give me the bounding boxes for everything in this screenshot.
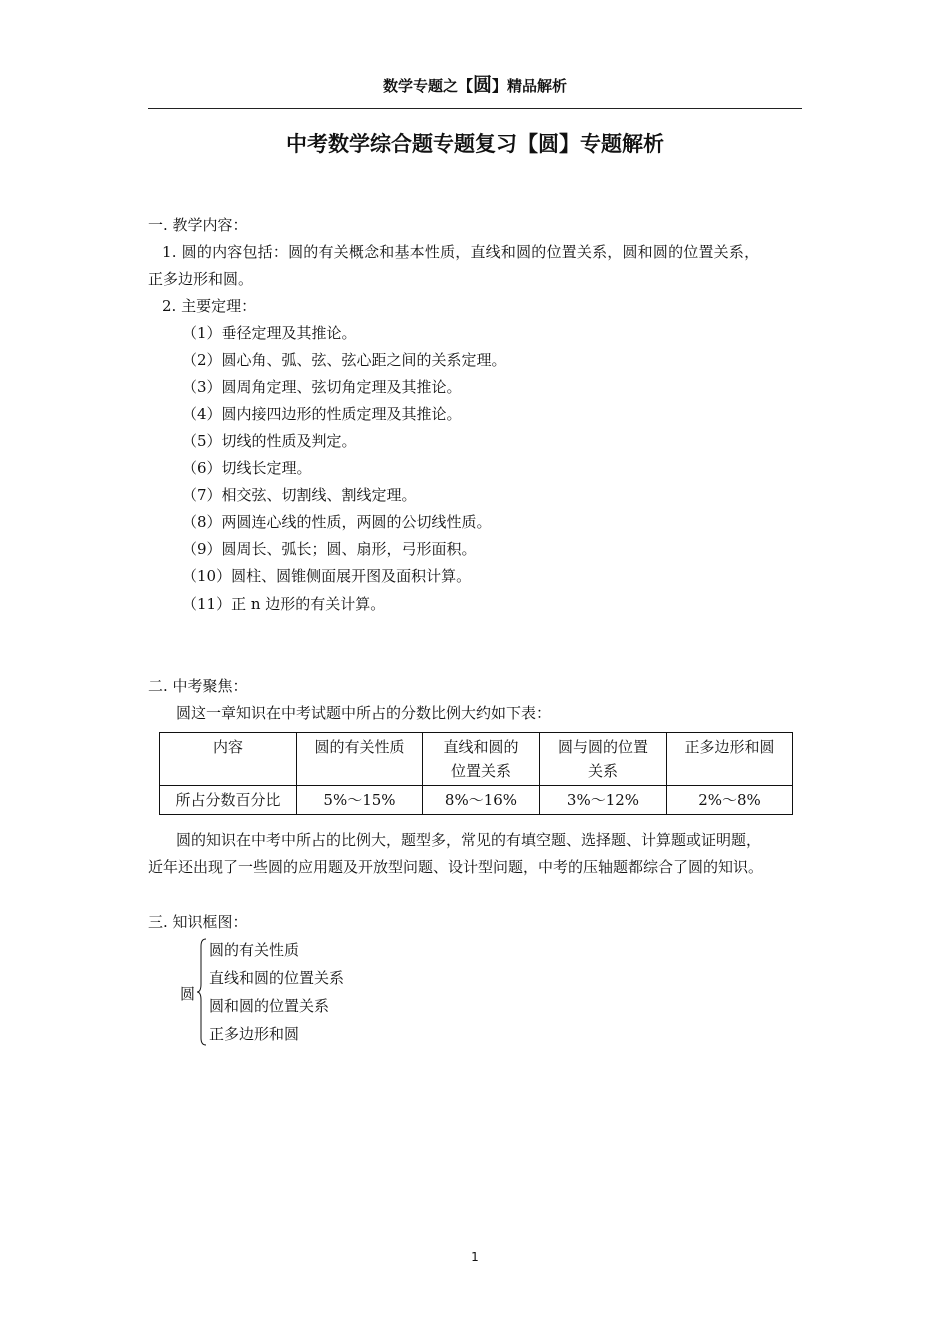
section1-heading: 一. 教学内容： [148,216,248,234]
theorem-item: （2）圆心角、弧、弦、弦心距之间的关系定理。 [182,351,507,369]
table-header-cell: 内容 [160,733,297,786]
diagram-branch: 正多边形和圆 [209,1025,300,1043]
section2-intro: 圆这一章知识在中考试题中所占的分数比例大约如下表： [176,704,552,722]
theorem-item: （1）垂径定理及其推论。 [182,324,357,342]
brace-icon [197,938,207,1046]
section1-p2: 2. 主要定理： [162,297,257,315]
table-header-cell: 正多边形和圆 [667,733,793,786]
table-row [160,786,793,815]
theorem-item: （8）两圆连心线的性质，两圆的公切线性质。 [182,513,492,531]
page-title: 中考数学综合题专题复习【圆】专题解析 [286,132,664,156]
running-header [148,70,802,97]
diagram-branch: 圆的有关性质 [209,941,300,959]
section1-p1-line1: 1. 圆的内容包括：圆的有关概念和基本性质，直线和圆的位置关系，圆和圆的位置关系， [162,243,760,261]
theorem-item: （4）圆内接四边形的性质定理及其推论。 [182,405,462,423]
section2-para-line1: 圆的知识在中考中所占的比例大，题型多，常见的有填空题、选择题、计算题或证明题， [176,831,762,849]
theorem-item: （3）圆周角定理、弦切角定理及其推论。 [182,378,462,396]
table-cell: 2%～8% [667,786,793,815]
section2-para-line2: 近年还出现了一些圆的应用题及开放型问题、设计型问题，中考的压轴题都综合了圆的知识。 [148,858,764,876]
section1-p1-line2: 正多边形和圆。 [148,270,254,288]
table-cell: 3%～12% [540,786,667,815]
section2-heading: 二. 中考聚焦： [148,677,248,695]
theorem-item: （5）切线的性质及判定。 [182,432,357,450]
section3-heading: 三. 知识框图： [148,913,248,931]
table-cell: 所占分数百分比 [160,786,297,815]
table-header-cell: 圆与圆的位置 关系 [540,733,667,786]
theorem-item: （6）切线长定理。 [182,459,312,477]
header-rule [148,108,802,109]
table-header-cell: 圆的有关性质 [297,733,423,786]
diagram-branch: 直线和圆的位置关系 [209,969,345,987]
diagram-root: 圆 [180,985,196,1003]
theorem-item: （7）相交弦、切割线、割线定理。 [182,486,417,504]
header-prefix: 数学专题之【 [382,77,473,95]
table-cell: 8%～16% [423,786,540,815]
table-cell: 5%～15% [297,786,423,815]
theorem-item: （9）圆周长、弧长；圆、扇形，弓形面积。 [182,540,477,558]
page-number: 1 [471,1250,479,1264]
table-header-cell: 直线和圆的 位置关系 [423,733,540,786]
header-topic: 圆 [472,74,492,96]
table-header-row [160,733,793,786]
score-distribution-table [159,732,793,815]
header-suffix: 】精品解析 [492,77,568,95]
theorem-item: （11）正 n 边形的有关计算。 [182,595,386,613]
theorem-item: （10）圆柱、圆锥侧面展开图及面积计算。 [182,567,472,585]
diagram-branch: 圆和圆的位置关系 [209,997,330,1015]
